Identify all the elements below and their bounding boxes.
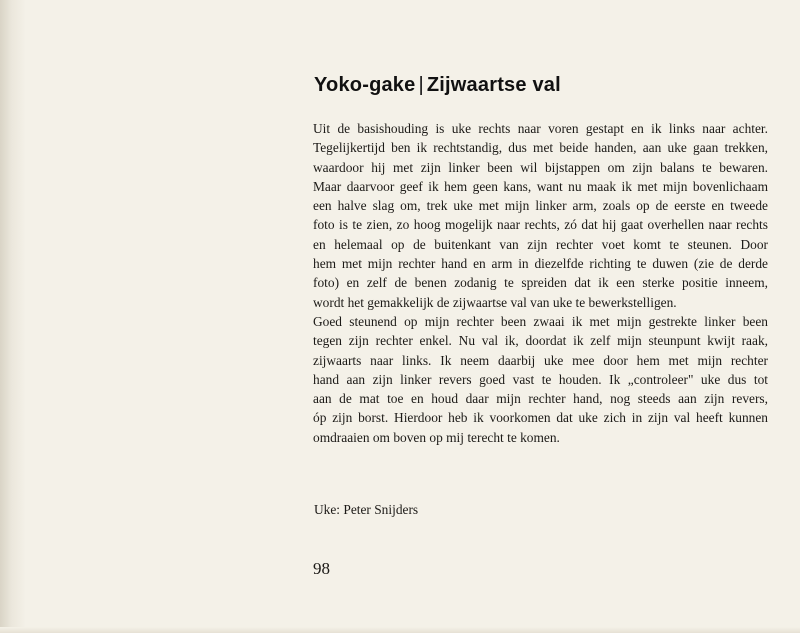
technique-name: Yoko-gake [314,74,416,96]
text-line: en helemaal op de buitenkant van zijn rechter voet komt te steunen. Door [313,236,768,252]
text-line: hem met mijn rechter hand en arm in diezelfde richting te duwen (zie de derde [313,256,768,272]
book-spine-shadow [0,0,26,633]
text-line: Maar daarvoor geef ik hem geen kans, want nu maak ik met mijn bovenlichaam [313,178,768,194]
text-line: zijwaarts naar links. Ik neem daarbij uke mee door hem met mijn rechter [313,352,768,368]
body-text [313,119,768,447]
text-line: omdraaien om boven op mij terecht te komen. [313,429,560,445]
text-line: hand aan zijn linker revers goed vast te houden. Ik „controleer" uke dus tot [313,371,768,387]
text-line: een halve slag om, trek uke met mijn linker arm, zoals op de eerste en tweede [313,198,768,214]
text-line: Tegelijkertijd ben ik rechtstandig, dus met beide handen, aan uke gaan trekken, [313,140,768,156]
text-line: waardoor hij met zijn linker been wil bijstappen om zijn balans te bewaren. [313,159,768,175]
text-line: foto) en zelf de benen zodanig te spreiden dat ik een sterke positie inneem, [313,275,768,291]
text-line: tegen zijn rechter enkel. Nu val ik, doordat ik zelf mijn steunpunt kwijt raak, [313,333,768,349]
page-title [314,74,561,97]
text-line: Uit de basishouding is uke rechts naar voren gestapt en ik links naar achter. [313,121,768,136]
title-separator: | [418,74,424,96]
text-line: Goed steunend op mijn rechter been zwaai ik met mijn gestrekte linker been [313,313,768,329]
text-line: aan de mat toe en houd daar mijn rechter hand, nog steeds aan zijn revers, [313,391,768,407]
photo-credit: Uke: Peter Snijders [314,502,419,517]
text-line: foto is te zien, zo hoog mogelijk naar rechts, zó dat hij gaat overhellen naar rechts [313,217,768,233]
technique-translation: Zijwaartse val [426,74,561,96]
page-bottom-edge [0,627,800,633]
paragraph-1 [313,119,768,312]
text-line: óp zijn borst. Hierdoor heb ik voorkomen dat uke zich in zijn val heeft kunnen [313,410,768,426]
page-number: 98 [313,559,330,578]
paragraph-2 [313,312,768,447]
text-line: wordt het gemakkelijk de zijwaartse val van uke te bewerkstelligen. [313,294,677,310]
